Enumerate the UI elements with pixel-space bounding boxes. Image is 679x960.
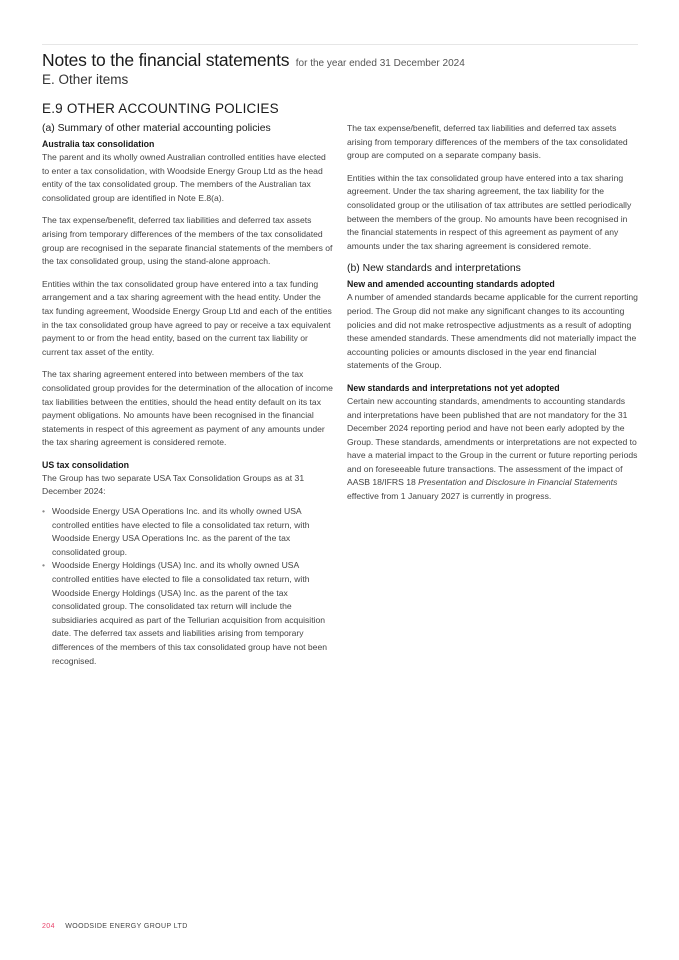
paragraph (347, 395, 639, 504)
heading-b: (b) New standards and interpretations (347, 263, 521, 275)
bullet-list (42, 505, 334, 668)
page-footer (42, 923, 188, 930)
subheading-standards-adopted: New and amended accounting standards adopted (347, 279, 555, 290)
page-title: Notes to the financial statements (42, 50, 290, 70)
subheading-standards-not-adopted: New standards and interpretations not yet adopted (347, 382, 560, 393)
paragraph: The tax sharing agreement entered into between members of the tax consolidated group provides for the determination of the allocation of income tax liabilities between the entities, should the head entity default on its tax payment obligations. No amounts have been recognised in the financial statements in respect of this agreement as payment of any amounts under the tax sharing agreement is considered remote. (42, 369, 333, 448)
top-divider (42, 44, 638, 45)
list-item (42, 505, 334, 559)
note-title: E.9 OTHER ACCOUNTING POLICIES (42, 101, 279, 116)
company-name: WOODSIDE ENERGY GROUP LTD (65, 923, 188, 930)
page-number: 204 (42, 923, 55, 930)
paragraph: The Group has two separate USA Tax Consolidation Groups as at 31 December 2024: (42, 472, 305, 497)
subheading-australia-tax: Australia tax consolidation (42, 139, 155, 149)
paragraph-text: Certain new accounting standards, amendments to accounting standards and interpretations have been published that are not mandatory for the 31 December 2024 reporting period and have not been early adopted by the Group. These standards, amendments or interpretations are not expected to have a material impact to the Group in the current or future reporting periods and on foreseeable future transactions. The assessment of the impact of AASB 18/IFRS 18 (347, 395, 638, 488)
paragraph-text: effective from 1 January 2027 is currently in progress. (347, 491, 552, 502)
subheading-us-tax: US tax consolidation (42, 459, 130, 470)
standard-title: Presentation and Disclosure in Financial Statements (418, 477, 618, 488)
paragraph: Entities within the tax consolidated group have entered into a tax sharing agreement. Under the tax sharing agreement, the tax liability for the consolidated group or the utilisation of tax attributes are settled periodically between the members of the group. No amounts have been recognised in the financial statements in respect of this agreement as payment of any amounts under the tax sharing agreement is considered remote. (347, 172, 632, 251)
bullet-icon: • (42, 560, 46, 571)
page-header (42, 50, 642, 87)
paragraph: The tax expense/benefit, deferred tax liabilities and deferred tax assets arising from temporary differences of the members of the tax consolidated group are recognised in the separate financial statements of the members of the tax consolidated group, using the stand-alone approach. (42, 215, 333, 267)
paragraph: The parent and its wholly owned Australian controlled entities have elected to enter a tax consolidation, with Woodside Energy Group Ltd as the head entity of the tax consolidated group. The members of the Australian tax consolidated group are identified in Note E.8(a). (42, 152, 326, 203)
header-title-line (42, 50, 642, 71)
page-subtitle: for the year ended 31 December 2024 (295, 58, 465, 69)
list-item-text: Woodside Energy Holdings (USA) Inc. and its wholly owned USA controlled entities have elected to file a consolidated tax return, with Woodside Energy Holdings (USA) Inc. as the parent of the tax consolidated group. The consolidated tax return will include the subsidiaries acquired as part of the Tellurian acquisition from acquisition date. The deferred tax assets and liabilities arising from temporary differences of the members of this tax consolidated group have not been recognised. (52, 560, 328, 666)
heading-a: (a) Summary of other material accounting policies (42, 123, 271, 134)
paragraph: The tax expense/benefit, deferred tax liabilities and deferred tax assets arising from temporary differences of the members of the tax consolidated group are computed on a separate company basis. (347, 123, 628, 161)
list-item-text: Woodside Energy USA Operations Inc. and its wholly owned USA controlled entities have elected to file a consolidated tax return, with Woodside Energy USA Operations Inc. as the parent of the tax consolidated group. (52, 506, 310, 557)
paragraph: A number of amended standards became applicable for the current reporting period. The Group did not make any significant changes to its accounting policies and did not make retrospective adjustments as a result of adopting these amended standards. These amendments did not materially impact the accounting policies or amounts disclosed in the year end financial statements of the Group. (347, 292, 638, 371)
left-column (42, 122, 334, 668)
list-item (42, 559, 334, 668)
section-label: E. Other items (42, 72, 129, 87)
bullet-icon: • (42, 506, 46, 517)
paragraph: Entities within the tax consolidated group have entered into a tax funding arrangement and a tax sharing agreement with the head entity. Under the tax funding agreement, Woodside Energy Group Ltd and each of the entities in the tax consolidated group have agreed to pay or receive a tax equivalent payment to or from the head entity, based on the current tax liability or current tax asset of the entity. (42, 278, 332, 357)
right-column (347, 122, 639, 513)
